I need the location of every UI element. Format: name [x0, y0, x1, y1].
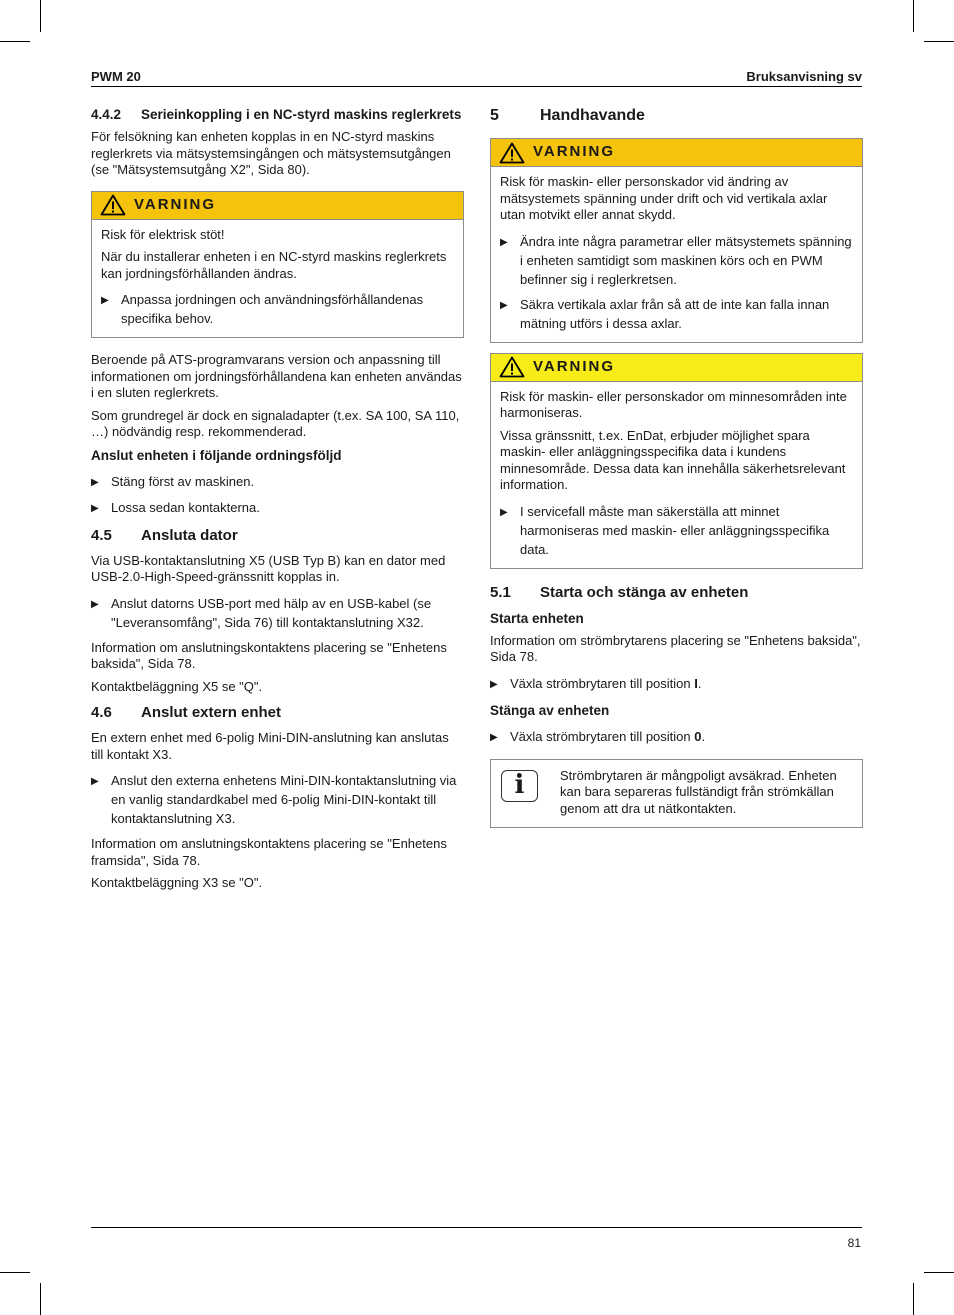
warning-box — [490, 353, 863, 569]
section-heading-4-4-2: 4.4.2 Serieinkoppling i en NC-styrd maskins reglerkrets — [91, 107, 462, 122]
paragraph: För felsökning kan enheten kopplas in en NC-styrd maskins reglerkrets via mätsystemsingången och mätsystemsutgången (se "Mätsystemsutgång X2", Sida 80). — [91, 129, 451, 177]
bullet-arrow-icon: ▶ — [101, 295, 109, 306]
subheading: Starta enheten — [490, 610, 584, 626]
bullet-arrow-icon: ▶ — [490, 731, 498, 743]
warning-box — [490, 138, 863, 343]
bullet-arrow-icon: ▶ — [500, 299, 508, 311]
list-item: ▶ Säkra vertikala axlar från så att de inte kan falla innan mätning utförs i dessa axlar. — [500, 296, 830, 331]
list-item: ▶ Växla strömbrytaren till position I. — [490, 674, 863, 694]
crop-mark — [40, 1283, 41, 1315]
header-product: PWM 20 — [91, 69, 141, 84]
paragraph: Som grundregel är dock en signaladapter (t.ex. SA 100, SA 110, …) nödvändig resp. rekommenderad. — [91, 407, 460, 439]
paragraph: En extern enhet med 6-polig Mini-DIN-anslutning kan anslutas till kontakt X3. — [91, 730, 449, 762]
bullet-arrow-icon: ▶ — [490, 678, 498, 690]
list-item: ▶ Anslut datorns USB-port med hälp av en USB-kabel (se "Leveransomfång", Sida 76) till kontaktanslutning X32. — [91, 595, 432, 630]
warning-title: VARNING — [134, 195, 217, 213]
bullet-arrow-icon: ▶ — [500, 506, 508, 518]
crop-mark — [924, 1272, 954, 1273]
header-doc-title: Bruksanvisning sv — [746, 69, 862, 84]
info-box — [490, 759, 863, 829]
warning-bar — [491, 354, 862, 382]
warning-bar — [491, 139, 862, 167]
paragraph: Information om strömbrytarens placering se "Enhetens baksida", Sida 78. — [490, 632, 861, 664]
paragraph: Information om anslutningskontaktens placering se "Enhetens baksida", Sida 78. — [91, 639, 447, 671]
paragraph: Beroende på ATS-programvarans version och anpassning till informationen om jordningsförhållandena kan enheten användas i en sluten reglerkrets. — [91, 352, 462, 400]
section-heading-4-6: 4.6 Anslut extern enhet — [91, 704, 282, 721]
warning-triangle-icon — [499, 356, 525, 378]
crop-mark — [40, 0, 41, 32]
paragraph: Information om anslutningskontaktens placering se "Enhetens framsida", Sida 78. — [91, 836, 447, 868]
info-text: Strömbrytaren är mångpoligt avsäkrad. Enheten kan bara separeras fullständigt från strömkällan genom att dra ut nätkontakten. — [560, 767, 837, 816]
chapter-heading-5: 5 Handhavande — [490, 107, 645, 124]
warning-triangle-icon — [100, 194, 126, 216]
list-item: ▶ Växla strömbrytaren till position 0. — [490, 727, 863, 747]
list-item: ▶ Stäng först av maskinen. — [91, 472, 464, 492]
crop-mark — [0, 41, 30, 42]
footer-divider — [91, 1227, 862, 1228]
subheading: Anslut enheten i följande ordningsföljd — [91, 447, 342, 463]
bullet-arrow-icon: ▶ — [91, 502, 99, 514]
warning-text: Risk för maskin- eller personskador vid ändring av mätsystemets spänning under drift och vid vertikala axlar utan motvikt eller annat skydd. — [500, 174, 828, 222]
warning-bar — [92, 192, 463, 220]
warning-text: Vissa gränssnitt, t.ex. EnDat, erbjuder möjlighet spara maskin- eller anläggningsspecifika data i kundens minnesområde. Dessa data kan innehålla säkerhetsrelevant information. — [500, 427, 846, 492]
list-item: ▶ Anslut den externa enhetens Mini-DIN-kontaktanslutning via en vanlig standardkabel med 6-polig Mini-DIN-kontakt till kontaktanslutning X3. — [91, 773, 457, 826]
crop-mark — [913, 1283, 914, 1315]
right-column — [490, 106, 863, 828]
warning-box — [91, 191, 464, 339]
bullet-arrow-icon: ▶ — [91, 598, 99, 610]
paragraph: Via USB-kontaktanslutning X5 (USB Typ B) kan en dator med USB-2.0-High-Speed-gränssnitt kopplas in. — [91, 552, 446, 584]
paragraph: Kontaktbeläggning X3 se "O". — [91, 875, 263, 890]
paragraph: Kontaktbeläggning X5 se "Q". — [91, 678, 263, 694]
list-item: ▶ Anpassa jordningen och användningsförhållandenas specifika behov. — [101, 292, 424, 326]
bullet-arrow-icon: ▶ — [91, 776, 99, 787]
warning-triangle-icon — [499, 142, 525, 164]
page-header — [91, 69, 862, 87]
bullet-arrow-icon: ▶ — [500, 236, 508, 248]
list-item: ▶ I servicefall måste man säkerställa att minnet harmoniseras med maskin- eller anläggningsspecifika data. — [500, 503, 830, 557]
section-heading-4-5: 4.5 Ansluta dator — [91, 526, 238, 544]
warning-text: Risk för elektrisk stöt! — [101, 226, 225, 242]
list-item: ▶ Lossa sedan kontakterna. — [91, 498, 464, 518]
crop-mark — [0, 1272, 30, 1273]
subheading: Stänga av enheten — [490, 702, 610, 718]
left-column — [91, 106, 464, 892]
warning-text: Risk för maskin- eller personskador om minnesområden inte harmoniseras. — [500, 388, 847, 420]
warning-title: VARNING — [533, 357, 616, 375]
section-heading-5-1: 5.1 Starta och stänga av enheten — [490, 583, 749, 601]
crop-mark — [913, 0, 914, 32]
warning-title: VARNING — [533, 143, 616, 161]
warning-text: När du installerar enheten i en NC-styrd maskins reglerkrets kan jordningsförhållanden ändras. — [101, 249, 447, 281]
list-item: ▶ Ändra inte några parametrar eller mätsystemets spänning i enheten samtidigt som maskinen körs och en PWM befinner sig i reglerkretsen. — [500, 233, 852, 287]
page-number: 81 — [847, 1236, 861, 1250]
crop-mark — [924, 41, 954, 42]
info-icon: i — [501, 770, 538, 802]
bullet-arrow-icon: ▶ — [91, 476, 99, 488]
